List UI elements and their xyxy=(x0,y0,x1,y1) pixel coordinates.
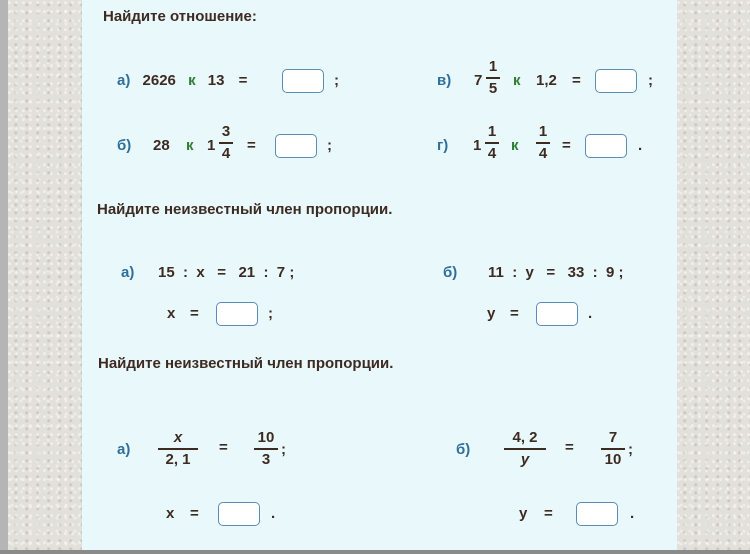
s3-a-label: а) xyxy=(117,441,131,458)
s1-g-den2: 4 xyxy=(538,145,548,162)
fraction-bar xyxy=(219,142,233,144)
s3-b-den: y xyxy=(520,451,530,468)
s3-a-eq: = xyxy=(219,439,228,456)
s3-a-answer-input[interactable] xyxy=(218,502,260,526)
s3-b-answer-input[interactable] xyxy=(576,502,618,526)
s3-a-end: . xyxy=(271,505,276,522)
s3-b-veq: = xyxy=(544,505,553,522)
s2-a-var: x xyxy=(167,305,176,322)
s3-a-den: 2, 1 xyxy=(165,451,191,468)
s1-b-fraction xyxy=(219,124,233,162)
s3-b-num: 4, 2 xyxy=(512,429,538,446)
s2-b-var: y xyxy=(487,305,496,322)
s2-a-answer-input[interactable] xyxy=(216,302,258,326)
s2-b-end: . xyxy=(588,305,593,322)
s1-a-right: 13 xyxy=(207,72,225,89)
fraction-bar xyxy=(158,448,198,450)
s1-v-end: ; xyxy=(648,72,653,89)
s2-b-eq: = xyxy=(510,305,519,322)
s3-b-var: y xyxy=(519,505,528,522)
s2-a-expr: 15 : x = 21 : 7 ; xyxy=(158,264,295,281)
s1-v-whole: 7 xyxy=(474,72,483,89)
fraction-bar xyxy=(504,448,546,450)
fraction-bar xyxy=(485,142,499,144)
s1-g-k: к xyxy=(511,137,519,154)
s3-a-num2: 10 xyxy=(257,429,275,446)
s1-b-eq: = xyxy=(247,137,256,154)
left-textured-margin xyxy=(8,0,82,554)
s1-a-left: 2626 xyxy=(142,72,176,89)
s1-b-end: ; xyxy=(327,137,332,154)
s1-g-whole: 1 xyxy=(473,137,482,154)
s3-a-num: x xyxy=(173,429,183,446)
s1-v-den: 5 xyxy=(488,80,498,97)
s1-g-num2: 1 xyxy=(538,123,548,140)
s3-b-fraction xyxy=(504,430,546,468)
s1-a-label: а) xyxy=(117,72,131,89)
s2-a-eq: = xyxy=(190,305,199,322)
s1-b-label: б) xyxy=(117,137,132,154)
s1-a-eq: = xyxy=(238,72,248,89)
right-textured-margin xyxy=(677,0,750,554)
s1-b-answer-input[interactable] xyxy=(275,134,317,158)
fraction-bar xyxy=(254,448,278,450)
s3-b-label: б) xyxy=(456,441,471,458)
s3-a-var: x xyxy=(166,505,175,522)
s3-b-fraction-2 xyxy=(601,430,625,468)
s1-g-end: . xyxy=(638,137,643,154)
s1-a-answer-input[interactable] xyxy=(282,69,324,93)
s1-g-answer-input[interactable] xyxy=(585,134,627,158)
s1-g-label: г) xyxy=(437,137,449,154)
s3-a-veq: = xyxy=(190,505,199,522)
s1-v-k: к xyxy=(513,72,521,89)
s3-b-num2: 7 xyxy=(608,429,618,446)
s1-g-num: 1 xyxy=(487,123,497,140)
s1-b-num: 3 xyxy=(221,123,231,140)
s1-b-k: к xyxy=(186,137,194,154)
s2-a-end: ; xyxy=(268,305,273,322)
s3-b-end: . xyxy=(630,505,635,522)
s3-a-fraction-2 xyxy=(254,430,278,468)
s1-a-end: ; xyxy=(334,72,339,89)
s1-g-den: 4 xyxy=(487,145,497,162)
fraction-bar xyxy=(486,77,500,79)
bottom-border xyxy=(0,550,750,554)
s2-b-label: б) xyxy=(443,264,458,281)
fraction-bar xyxy=(601,448,625,450)
s1-b-den: 4 xyxy=(221,145,231,162)
s3-a-den2: 3 xyxy=(261,451,271,468)
s1-v-eq: = xyxy=(572,72,581,89)
s3-a-semi: ; xyxy=(281,441,286,458)
heading-ratio: Найдите отношение: xyxy=(103,8,257,25)
heading-proportion-2: Найдите неизвестный член пропорции. xyxy=(98,355,394,372)
fraction-bar xyxy=(536,142,550,144)
s2-b-expr: 11 : y = 33 : 9 ; xyxy=(488,264,624,281)
s2-a-label: а) xyxy=(121,264,135,281)
s1-b-whole: 1 xyxy=(207,137,216,154)
s1-g-eq: = xyxy=(562,137,571,154)
s1-v-fraction xyxy=(486,59,500,97)
heading-proportion-1: Найдите неизвестный член пропорции. xyxy=(97,201,393,218)
s1-b-left: 28 xyxy=(153,137,170,154)
s1-g-fraction-2 xyxy=(536,124,550,162)
s1-v-label: в) xyxy=(437,72,452,89)
s1-a-row xyxy=(117,72,247,90)
s1-v-num: 1 xyxy=(488,58,498,75)
left-edge-strip xyxy=(0,0,8,554)
s1-g-fraction xyxy=(485,124,499,162)
s2-b-answer-input[interactable] xyxy=(536,302,578,326)
s3-a-fraction xyxy=(158,430,198,468)
s1-v-answer-input[interactable] xyxy=(595,69,637,93)
s1-v-right: 1,2 xyxy=(536,72,557,89)
s3-b-eq: = xyxy=(565,439,574,456)
s3-b-den2: 10 xyxy=(604,451,622,468)
s3-b-semi: ; xyxy=(628,441,633,458)
s1-a-k: к xyxy=(188,72,196,89)
